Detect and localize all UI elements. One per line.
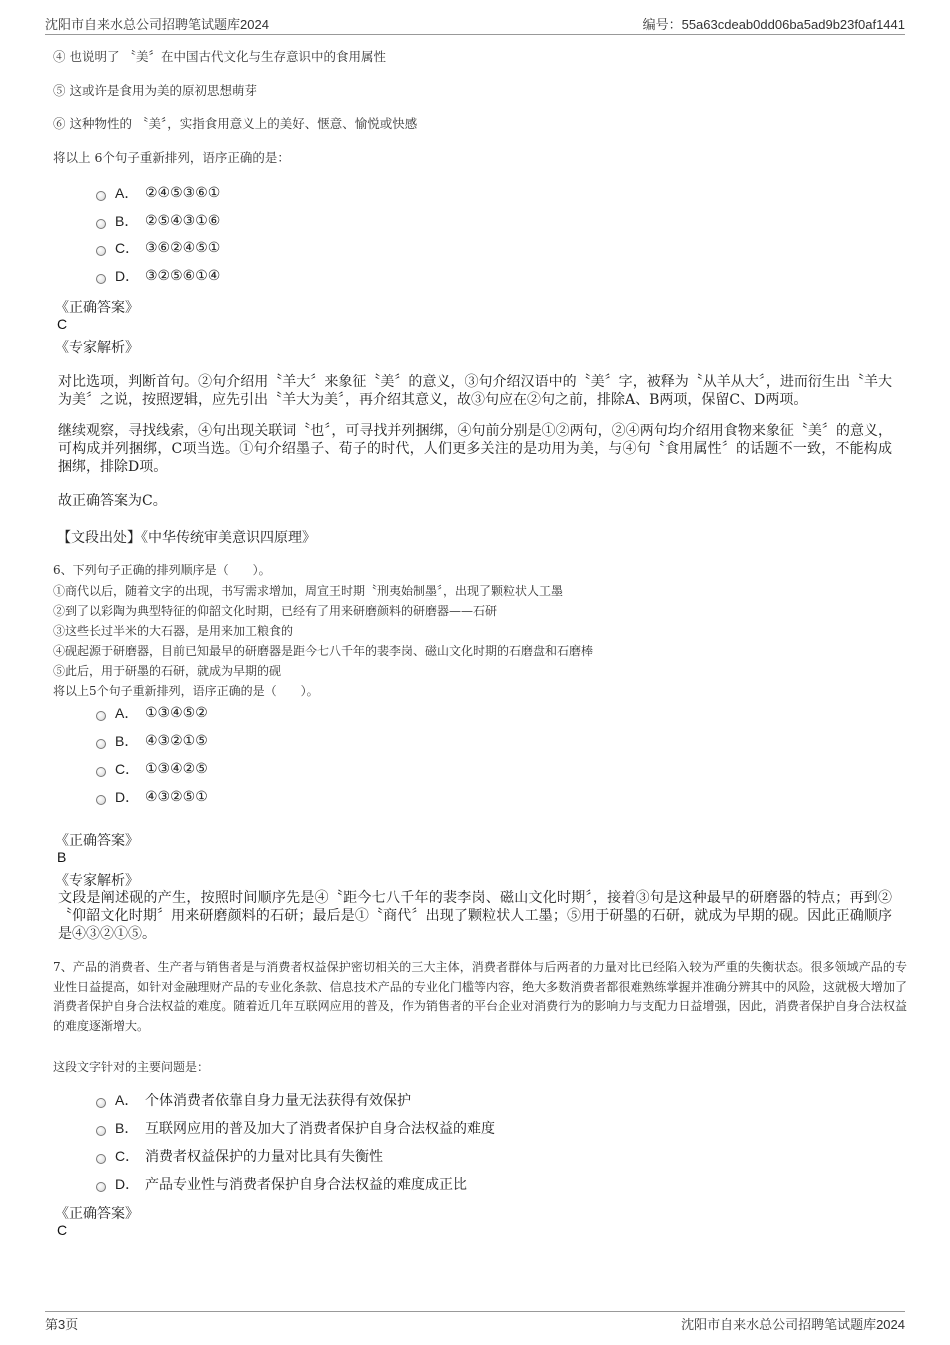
question-prompt: 将以上 6个句子重新排列，语序正确的是： [53, 150, 290, 165]
analysis-paragraph-3: 故正确答案为C。 [58, 493, 167, 509]
document-code: 编号：55a63cdeab0dd06ba5ad9b23f0af1441 [642, 17, 905, 32]
q6-sentence-3: ③这些长过半米的大石器，是用来加工粮食的 [53, 624, 294, 638]
q7-prompt: 这段文字针对的主要问题是： [53, 1060, 210, 1074]
q6-analysis-label: 《专家解析》 [55, 873, 139, 889]
option-c[interactable]: C． ③⑥②④⑤① [96, 238, 220, 258]
header-rule [45, 34, 905, 35]
q6-option-d[interactable]: D． ④③②⑤① [96, 787, 208, 807]
sentence-5: ⑤ 这或许是食用为美的原初思想萌芽 [53, 83, 257, 98]
header-title: 沈阳市自来水总公司招聘笔试题库2024 [45, 17, 269, 32]
q6-answer-value: B [57, 849, 67, 865]
radio-icon[interactable] [96, 191, 106, 201]
sentence-6: ⑥ 这种物性的 〝美〞，实指食用意义上的美好、惬意、愉悦或快感 [53, 116, 418, 131]
q7-answer-value: C [57, 1222, 68, 1238]
radio-icon[interactable] [96, 1154, 106, 1164]
source-citation: 【文段出处】《中华传统审美意识四原理》 [57, 530, 316, 546]
q6-sentence-1: ①商代以后，随着文字的出现，书写需求增加，周宣王时期〝刑夷始制墨〞，出现了颗粒状人工墨 [53, 584, 564, 598]
analysis-paragraph-1: 对比选项，判断首句。②句介绍用〝羊大〞来象征〝美〞的意义，③句介绍汉语中的〝美〞字，被释为〝从羊从大〞，进而衍生出〝羊大为美〞之说，按照逻辑，应先引出〝羊大为美〞，再介绍其意义，故③句应在②句之前，排除A、B两项，保留C、D两项。 [58, 374, 892, 408]
q6-prompt: 将以上5个句子重新排列，语序正确的是（ ）。 [53, 684, 319, 698]
page-number: 第3页 [45, 1317, 79, 1332]
q6-option-c[interactable]: C． ①③④②⑤ [96, 759, 208, 779]
q6-sentence-2: ②到了以彩陶为典型特征的仰韶文化时期，已经有了用来研磨颜料的研磨器——石研 [53, 604, 498, 618]
answer-value: C [57, 316, 68, 332]
q7-option-a[interactable]: A． 个体消费者依靠自身力量无法获得有效保护 [96, 1090, 411, 1110]
radio-icon[interactable] [96, 274, 106, 284]
q7-option-d[interactable]: D． 产品专业性与消费者保护自身合法权益的难度成正比 [96, 1174, 467, 1194]
q7-answer-label: 《正确答案》 [55, 1206, 139, 1222]
radio-icon[interactable] [96, 246, 106, 256]
radio-icon[interactable] [96, 1126, 106, 1136]
q7-option-c[interactable]: C． 消费者权益保护的力量对比具有失衡性 [96, 1146, 383, 1166]
option-d[interactable]: D． ③②⑤⑥①④ [96, 266, 220, 286]
sentence-4: ④ 也说明了 〝美〞在中国古代文化与生存意识中的食用属性 [53, 49, 386, 64]
q6-sentence-5: ⑤此后，用于研墨的石研，就成为早期的砚 [53, 664, 282, 678]
q7-option-b[interactable]: B． 互联网应用的普及加大了消费者保护自身合法权益的难度 [96, 1118, 495, 1138]
q6-option-b[interactable]: B． ④③②①⑤ [96, 731, 208, 751]
radio-icon[interactable] [96, 1098, 106, 1108]
radio-icon[interactable] [96, 1182, 106, 1192]
radio-icon[interactable] [96, 219, 106, 229]
analysis-paragraph-2: 继续观察，寻找线索，④句出现关联词〝也〞，可寻找并列捆绑，④句前分别是①②两句，②④两句均介绍用食物来象征〝美〞的意义，可构成并列捆绑，C项当选。①句介绍墨子、荀子的时代，人们更多关注的是功用为美，与④句〝食用属性〞的话题不一致，不能构成捆绑，排除D项。 [58, 423, 892, 475]
radio-icon[interactable] [96, 795, 106, 805]
footer-title: 沈阳市自来水总公司招聘笔试题库2024 [681, 1317, 905, 1332]
footer-rule [45, 1311, 905, 1312]
answer-label: 《正确答案》 [55, 300, 139, 316]
option-b[interactable]: B． ②⑤④③①⑥ [96, 211, 220, 231]
radio-icon[interactable] [96, 739, 106, 749]
question-7-stem: 7、产品的消费者、生产者与销售者是与消费者权益保护密切相关的三大主体，消费者群体与后两者的力量对比已经陷入较为严重的失衡状态。很多领域产品的专业性日益提高，如针对金融理财产品的专业化条款、信息技术产品的专业化门槛等内容，绝大多数消费者都很难熟练掌握并准确分辨其中的风险，这就极大增加了消费者保护自身合法权益的难度。随着近几年互联网应用的普及，作为销售者的平台企业对消费行为的影响力与支配力日益增强，因此，消费者保护自身合法权益的难度逐渐增大。 [53, 960, 907, 1033]
radio-icon[interactable] [96, 711, 106, 721]
q6-option-a[interactable]: A． ①③④⑤② [96, 703, 208, 723]
q6-sentence-4: ④砚起源于研磨器，目前已知最早的研磨器是距今七八千年的裴李岗、磁山文化时期的石磨盘和石磨棒 [53, 644, 594, 658]
q6-analysis: 文段是阐述砚的产生，按照时间顺序先是④〝距今七八千年的裴李岗、磁山文化时期〞，接着③句是这种最早的研磨器的特点；再到②〝仰韶文化时期〞用来研磨颜料的石研；最后是①〝商代〞出现了颗粒状人工墨；⑤用于研墨的石研，就成为早期的砚。因此正确顺序是④③②①⑤。 [58, 890, 892, 942]
question-6-stem: 6、下列句子正确的排列顺序是（ ）。 [53, 563, 271, 577]
radio-icon[interactable] [96, 767, 106, 777]
option-a[interactable]: A． ②④⑤③⑥① [96, 183, 220, 203]
analysis-label: 《专家解析》 [55, 340, 139, 356]
q6-answer-label: 《正确答案》 [55, 833, 139, 849]
